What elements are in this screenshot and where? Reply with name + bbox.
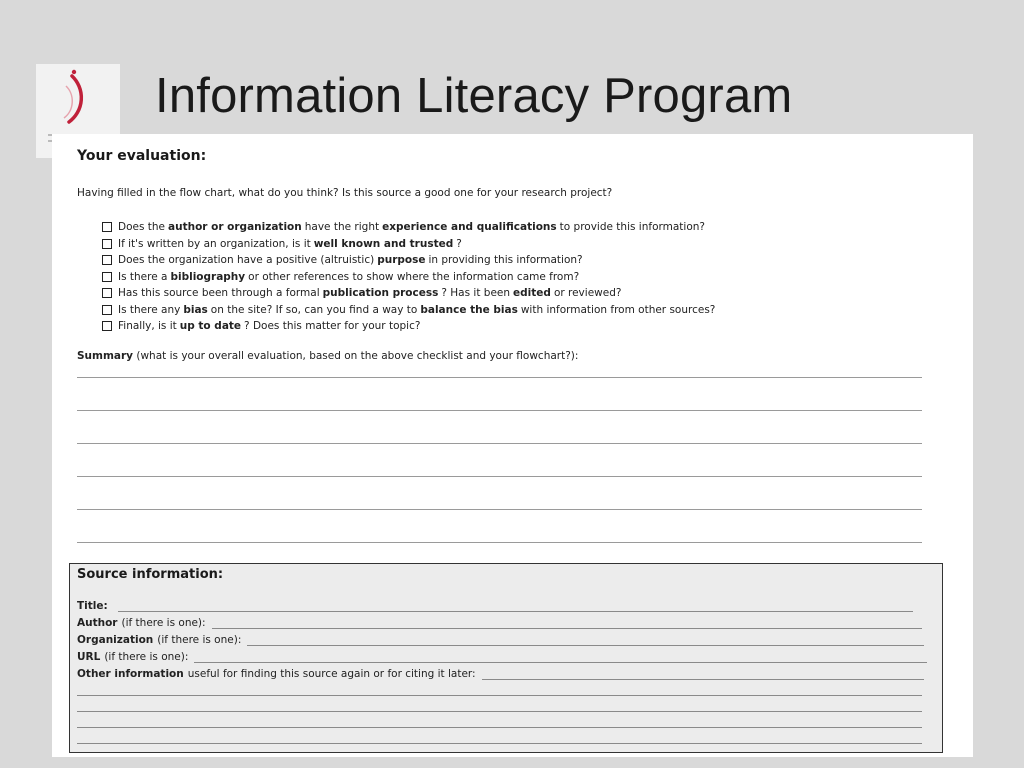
- summary-line: [77, 410, 922, 411]
- checkbox-icon: [102, 272, 112, 282]
- checkbox-icon: [102, 222, 112, 232]
- checklist-item: Does the author or organization have the right experience and qualifications to provide this information?: [102, 219, 715, 236]
- source-field-title: Title:: [77, 598, 913, 612]
- checklist-item: Is there a bibliography or other references to show where the information came from?: [102, 269, 715, 286]
- checklist-item: Does the organization have a positive (altruistic) purpose in providing this information?: [102, 252, 715, 269]
- source-field-author: Author (if there is one):: [77, 615, 922, 629]
- summary-line: [77, 476, 922, 477]
- evaluation-worksheet: [52, 134, 973, 757]
- evaluation-checklist: [102, 219, 715, 335]
- summary-line: [77, 377, 922, 378]
- summary-prompt: [77, 350, 578, 362]
- checkbox-icon: [102, 321, 112, 331]
- checkbox-icon: [102, 305, 112, 315]
- checklist-item: Finally, is it up to date ? Does this matter for your topic?: [102, 318, 715, 335]
- checklist-item: Is there any bias on the site? If so, can you find a way to balance the bias with information from other sources?: [102, 302, 715, 319]
- summary-line: [77, 542, 922, 543]
- source-field-url: URL (if there is one):: [77, 649, 927, 663]
- source-field-other: Other information useful for finding this source again or for citing it later:: [77, 666, 924, 680]
- source-line: [77, 727, 922, 728]
- source-line: [77, 743, 922, 744]
- checkbox-icon: [102, 288, 112, 298]
- summary-text: (what is your overall evaluation, based on the above checklist and your flowchart?):: [136, 350, 579, 362]
- summary-label: Summary: [77, 350, 134, 362]
- source-line: [77, 711, 922, 712]
- slide-title: Information Literacy Program: [155, 69, 793, 123]
- checklist-item: If it's written by an organization, is it well known and trusted ?: [102, 236, 715, 253]
- source-heading: Source information:: [77, 567, 224, 582]
- source-field-organization: Organization (if there is one):: [77, 632, 924, 646]
- evaluation-heading: Your evaluation:: [77, 148, 207, 164]
- checklist-item: Has this source been through a formal publication process ? Has it been edited or reviewed?: [102, 285, 715, 302]
- source-line: [77, 695, 922, 696]
- evaluation-intro: Having filled in the flow chart, what do you think? Is this source a good one for your research project?: [77, 187, 613, 199]
- summary-line: [77, 443, 922, 444]
- source-information-box: [69, 563, 943, 753]
- summary-line: [77, 509, 922, 510]
- checkbox-icon: [102, 239, 112, 249]
- checkbox-icon: [102, 255, 112, 265]
